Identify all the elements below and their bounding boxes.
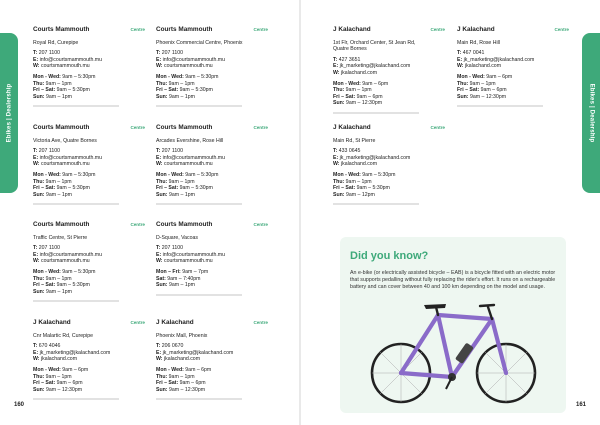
- centre-label: Centre: [130, 222, 145, 227]
- dealer-entry: [333, 27, 445, 114]
- opening-hours-line: Fri – Sat: 9am – 6pm: [333, 93, 383, 100]
- address-line: Arcades Evershine, Rose Hill: [156, 137, 224, 144]
- address-line: Main Rd, St Pierre: [333, 137, 376, 144]
- opening-hours-line: Mon - Wed: 9am – 5:30pm: [33, 268, 96, 275]
- contact-line: W: jkalachand.com: [156, 356, 201, 363]
- opening-hours-line: Thu: 9am – 1pm: [457, 80, 496, 87]
- entry-divider: [156, 294, 242, 296]
- centre-label: Centre: [253, 125, 268, 130]
- contact-line: T: 207 1100: [33, 245, 61, 252]
- contact-line: T: 207 1100: [33, 50, 61, 57]
- centre-label: Centre: [130, 125, 145, 130]
- opening-hours-line: Thu: 9am – 1pm: [156, 178, 195, 185]
- entry-divider: [457, 105, 543, 107]
- opening-hours-line: Sun: 9am – 1pm: [156, 93, 195, 100]
- opening-hours-line: Thu: 9am – 1pm: [333, 87, 372, 94]
- entry-divider: [156, 398, 242, 400]
- contact-line: W: courtsmammouth.mu: [156, 63, 213, 70]
- dealer-header: [333, 125, 445, 132]
- opening-hours-line: Fri – Sat: 9am – 5:30pm: [333, 185, 390, 192]
- opening-hours-line: Mon - Wed: 9am – 5:30pm: [156, 73, 219, 80]
- dealer-entry: [156, 222, 268, 296]
- contact-line: T: 467 0041: [457, 50, 485, 57]
- address-line: D-Square, Vacoas: [156, 234, 199, 241]
- opening-hours-line: Thu: 9am – 1pm: [33, 275, 72, 282]
- opening-hours-line: Thu: 9am – 1pm: [33, 80, 72, 87]
- ebike-illustration: [368, 301, 540, 409]
- section-tab-left: [0, 33, 18, 193]
- address-line: Phoenix Mall, Phoenix: [156, 332, 208, 339]
- address-line: Royal Rd, Curepipe: [33, 39, 79, 46]
- contact-line: E: jk_marketing@jkalachand.com: [333, 154, 411, 161]
- dealer-header: [333, 27, 445, 34]
- dealer-address: [33, 138, 145, 145]
- contact-line: E: info@courtsmammouth.mu: [156, 154, 225, 161]
- opening-hours-line: Sun: 9am – 1pm: [33, 93, 72, 100]
- contact-line: W: courtsmammouth.mu: [33, 63, 90, 70]
- dealer-header: [156, 27, 268, 34]
- contact-line: T: 433 0645: [333, 148, 361, 155]
- opening-hours-line: Sun: 9am – 1pm: [33, 288, 72, 295]
- dealer-address: [156, 235, 268, 242]
- opening-hours-line: Fri – Sat: 9am – 5:30pm: [156, 87, 213, 94]
- dealer-address: [33, 333, 145, 340]
- page-gutter: [299, 0, 301, 425]
- opening-hours-line: Sun: 9am – 12:30pm: [333, 100, 383, 107]
- section-tab-label: Ebikes | Dealership: [6, 83, 12, 143]
- page-number-left: 160: [14, 402, 25, 408]
- dealer-entry: [156, 27, 268, 107]
- entry-divider: [33, 398, 119, 400]
- contact-line: T: 427 3651: [333, 56, 361, 63]
- dealer-entry: [33, 125, 145, 205]
- contact-line: W: jkalachand.com: [33, 356, 78, 363]
- centre-label: Centre: [130, 320, 145, 325]
- entry-divider: [33, 105, 119, 107]
- dealer-address: [457, 40, 569, 47]
- entry-divider: [333, 112, 419, 114]
- opening-hours-line: Thu: 9am – 1pm: [33, 373, 72, 380]
- entry-divider: [156, 203, 242, 205]
- dealer-header: [33, 222, 145, 229]
- contact-line: T: 207 1100: [156, 245, 184, 252]
- dealer-address: [156, 333, 268, 340]
- contact-line: T: 670 4046: [33, 343, 61, 350]
- did-you-know-panel: [340, 237, 566, 413]
- contact-line: E: info@courtsmammouth.mu: [33, 56, 102, 63]
- dealer-name: Courts Mammouth: [156, 124, 213, 131]
- opening-hours-line: Sun: 9am – 1pm: [156, 191, 195, 198]
- opening-hours-line: Mon – Fri: 9am – 7pm: [156, 268, 209, 275]
- opening-hours-line: Sun: 9am – 12pm: [333, 191, 375, 198]
- centre-label: Centre: [130, 27, 145, 32]
- contact-line: W: courtsmammouth.mu: [156, 161, 213, 168]
- opening-hours-line: Fri – Sat: 9am – 6pm: [33, 380, 83, 387]
- opening-hours-line: Thu: 9am – 1pm: [156, 80, 195, 87]
- opening-hours-line: Fri – Sat: 9am – 5:30pm: [33, 87, 90, 94]
- opening-hours-line: Mon - Wed: 9am – 5:30pm: [333, 171, 396, 178]
- dealer-header: [457, 27, 569, 34]
- opening-hours-line: Thu: 9am – 1pm: [156, 373, 195, 380]
- dealer-address: [33, 40, 145, 47]
- entry-divider: [333, 203, 419, 205]
- opening-hours-line: Mon - Wed: 9am – 6pm: [156, 366, 212, 373]
- dealer-address: [333, 40, 445, 53]
- address-line: Main Rd, Rose Hill: [457, 39, 500, 46]
- contact-line: E: info@courtsmammouth.mu: [156, 56, 225, 63]
- opening-hours-line: Sun: 9am – 12:30pm: [156, 386, 206, 393]
- centre-label: Centre: [430, 27, 445, 32]
- dealer-header: [156, 222, 268, 229]
- dealer-address: [156, 138, 268, 145]
- section-tab-right: [582, 33, 600, 193]
- opening-hours-line: Thu: 9am – 1pm: [333, 178, 372, 185]
- contact-line: E: info@courtsmammouth.mu: [33, 154, 102, 161]
- centre-label: Centre: [253, 320, 268, 325]
- dealer-address: [33, 235, 145, 242]
- contact-line: T: 207 1100: [156, 50, 184, 57]
- opening-hours-line: Sat: 9am – 7:40pm: [156, 275, 201, 282]
- opening-hours-line: Fri – Sat: 9am – 6pm: [156, 380, 206, 387]
- address-line: Victoria Ave, Quatre Bornes: [33, 137, 97, 144]
- address-line: 1st Flr, Orchard Center, St Jean Rd,: [333, 39, 416, 46]
- dealer-name: J Kalachand: [33, 319, 71, 326]
- contact-line: E: jk_marketing@jkalachand.com: [156, 349, 234, 356]
- dealer-header: [156, 320, 268, 327]
- address-line: Phoenix Commercial Centre, Phoenix: [156, 39, 243, 46]
- address-line: Cnr Malartic Rd, Curepipe: [33, 332, 93, 339]
- opening-hours-line: Mon - Wed: 9am – 6pm: [457, 73, 513, 80]
- opening-hours-line: Fri – Sat: 9am – 5:30pm: [156, 185, 213, 192]
- address-line: Traffic Centre, St Pierre: [33, 234, 88, 241]
- centre-label: Centre: [554, 27, 569, 32]
- opening-hours-line: Mon - Wed: 9am – 5:30pm: [33, 73, 96, 80]
- opening-hours-line: Sun: 9am – 1pm: [33, 191, 72, 198]
- centre-label: Centre: [253, 27, 268, 32]
- contact-line: T: 207 1100: [156, 148, 184, 155]
- opening-hours-line: Mon - Wed: 9am – 6pm: [33, 366, 89, 373]
- opening-hours-line: Mon - Wed: 9am – 6pm: [333, 80, 389, 87]
- dealer-name: Courts Mammouth: [33, 221, 90, 228]
- dealer-entry: [156, 320, 268, 400]
- entry-divider: [33, 300, 119, 302]
- contact-line: E: jk_marketing@jkalachand.com: [457, 56, 535, 63]
- dealer-entry: [156, 125, 268, 205]
- entry-divider: [156, 105, 242, 107]
- contact-line: W: jkalachand.com: [333, 161, 378, 168]
- dealer-name: J Kalachand: [156, 319, 194, 326]
- opening-hours-line: Mon - Wed: 9am – 5:30pm: [156, 171, 219, 178]
- did-you-know-title: Did you know?: [350, 250, 429, 262]
- centre-label: Centre: [430, 125, 445, 130]
- dealer-address: [156, 40, 268, 47]
- dealer-entry: [33, 320, 145, 400]
- centre-label: Centre: [253, 222, 268, 227]
- opening-hours-line: Sun: 9am – 1pm: [156, 282, 195, 289]
- opening-hours-line: Sun: 9am – 12:30pm: [33, 386, 83, 393]
- did-you-know-text: An e-bike (or electrically assisted bicycle – EAB) is a bicycle fitted with an electric motor that supports pedalling without fully replacing the rider's effort. It runs on a rechargeable battery and can cover between 40 and 100 km depending on the model and usage.: [350, 270, 556, 290]
- opening-hours-line: Thu: 9am – 1pm: [33, 178, 72, 185]
- contact-line: E: info@courtsmammouth.mu: [156, 251, 225, 258]
- dealer-name: J Kalachand: [333, 124, 371, 131]
- contact-line: W: courtsmammouth.mu: [33, 258, 90, 265]
- dealer-name: J Kalachand: [457, 26, 495, 33]
- contact-line: E: jk_marketing@jkalachand.com: [33, 349, 111, 356]
- dealer-entry: [457, 27, 569, 107]
- contact-line: W: jkalachand.com: [457, 63, 502, 70]
- opening-hours-line: Fri – Sat: 9am – 5:30pm: [33, 185, 90, 192]
- opening-hours-line: Fri – Sat: 9am – 5:30pm: [33, 282, 90, 289]
- dealer-address: [333, 138, 445, 145]
- dealer-name: Courts Mammouth: [156, 26, 213, 33]
- dealer-header: [156, 125, 268, 132]
- address-line: Quatre Bornes: [333, 46, 367, 53]
- dealer-header: [33, 320, 145, 327]
- dealer-entry: [33, 27, 145, 107]
- dealer-name: J Kalachand: [333, 26, 371, 33]
- contact-line: W: courtsmammouth.mu: [33, 161, 90, 168]
- dealer-header: [33, 27, 145, 34]
- dealer-name: Courts Mammouth: [33, 26, 90, 33]
- page-number-right: 161: [576, 402, 587, 408]
- contact-line: T: 206 0670: [156, 343, 184, 350]
- entry-divider: [33, 203, 119, 205]
- contact-line: W: courtsmammouth.mu: [156, 258, 213, 265]
- contact-line: W: jkalachand.com: [333, 69, 378, 76]
- dealer-entry: [333, 125, 445, 205]
- contact-line: T: 207 1100: [33, 148, 61, 155]
- opening-hours-line: Mon - Wed: 9am – 5:30pm: [33, 171, 96, 178]
- section-tab-label: Ebikes | Dealership: [588, 83, 594, 143]
- opening-hours-line: Fri – Sat: 9am – 6pm: [457, 87, 507, 94]
- dealer-entry: [33, 222, 145, 302]
- dealer-name: Courts Mammouth: [156, 221, 213, 228]
- dealer-name: Courts Mammouth: [33, 124, 90, 131]
- contact-line: E: info@courtsmammouth.mu: [33, 251, 102, 258]
- opening-hours-line: Sun: 9am – 12:30pm: [457, 93, 507, 100]
- dealer-header: [33, 125, 145, 132]
- contact-line: E: jk_marketing@jkalachand.com: [333, 63, 411, 70]
